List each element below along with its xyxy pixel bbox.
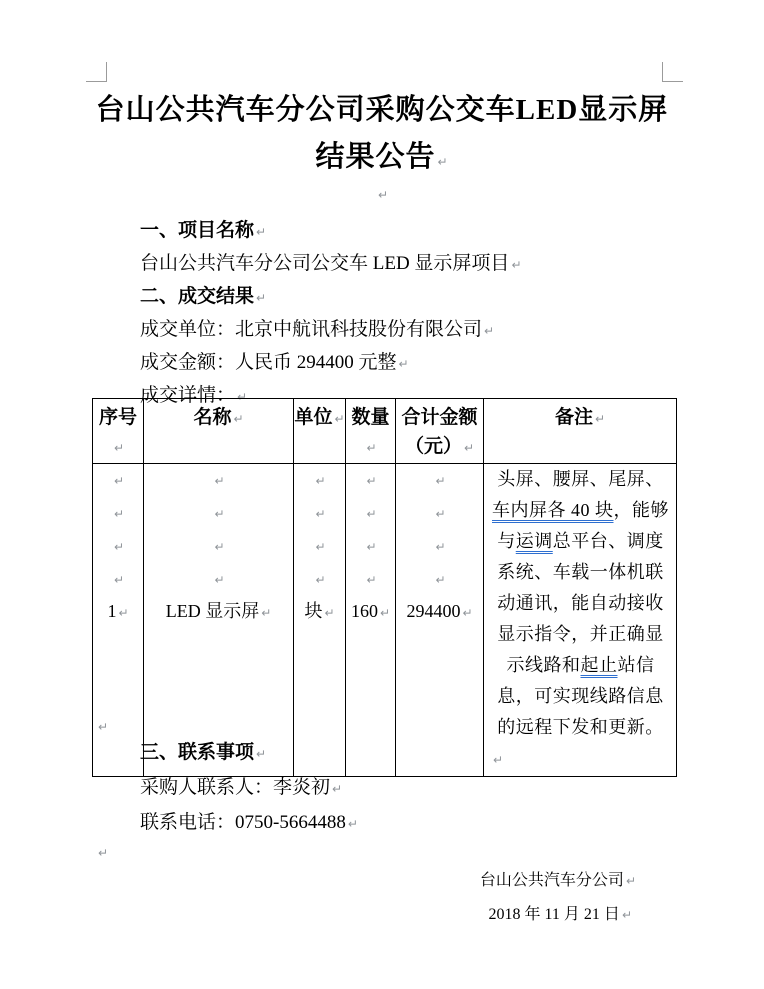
paragraph-mark-icon: ↵ [315, 474, 326, 488]
paragraph-mark-icon: ↵ [377, 188, 389, 202]
paragraph-mark-icon: ↵ [463, 441, 475, 455]
paragraph-mark-icon: ↵ [214, 474, 225, 488]
paragraph-mark-icon: ↵ [437, 155, 449, 169]
deal-details-table [92, 398, 677, 777]
paragraph-mark-icon: ↵ [237, 390, 248, 404]
paragraph-mark-icon: ↵ [484, 324, 495, 338]
paragraph-mark-icon: ↵ [379, 606, 391, 620]
paragraph-mark-icon: ↵ [214, 540, 225, 554]
paragraph-mark-icon: ↵ [347, 817, 358, 831]
contact-phone: 联系电话：0750-5664488 ↵ [140, 812, 358, 833]
section1-body: 台山公共汽车分公司公交车 LED 显示屏项目 ↵ [140, 253, 522, 274]
contact-person: 采购人联系人：李炎初 ↵ [140, 777, 343, 798]
cell-remark [484, 464, 677, 777]
paragraph-mark-icon: ↵ [621, 908, 632, 922]
empty-paragraph [0, 182, 764, 207]
paragraph-mark-icon: ↵ [118, 606, 129, 620]
body-paragraphs [140, 215, 522, 413]
paragraph-mark-icon: ↵ [256, 747, 267, 761]
paragraph-mark-icon: ↵ [398, 357, 409, 371]
contact-section [140, 736, 358, 841]
paragraph-mark-icon: ↵ [113, 540, 125, 554]
paragraph-mark-icon: ↵ [435, 573, 446, 587]
paragraph-mark-icon: ↵ [366, 441, 377, 455]
signature-company: 台山公共汽车分公司 ↵ [479, 872, 636, 889]
document-title-line2: 结果公告 ↵ [315, 141, 449, 173]
paragraph-mark-icon: ↵ [594, 412, 606, 426]
paragraph-mark-icon: ↵ [366, 507, 377, 521]
paragraph-mark-icon: ↵ [98, 720, 109, 734]
table-row [93, 464, 677, 777]
empty-paragraph [96, 714, 108, 739]
paragraph-mark-icon: ↵ [435, 540, 446, 554]
deal-amount: 成交金额：人民币 294400 元整 ↵ [140, 352, 409, 373]
paragraph-mark-icon: ↵ [315, 540, 326, 554]
cell-amount: ↵ ↵ ↵ ↵ 294400 ↵ [396, 464, 484, 777]
cell-unit: ↵ ↵ ↵ ↵ 块 ↵ [294, 464, 346, 777]
paragraph-mark-icon: ↵ [324, 606, 335, 620]
paragraph-mark-icon: ↵ [113, 573, 125, 587]
paragraph-mark-icon: ↵ [261, 606, 272, 620]
document-title [0, 87, 764, 186]
section2-heading: 二、成交结果 ↵ [140, 286, 267, 307]
cell-no: ↵ ↵ ↵ ↵ 1 ↵ [93, 464, 144, 777]
section1-heading: 一、项目名称 ↵ [140, 220, 267, 241]
remark-text: 头屏、腰屏、尾屏、车内屏各 40 块，能够与运调总平台、调度系统、车载一体机联动通讯，能自动接收显示指令，并正确显示线路和起止站信息，可实现线路信息的远程下发和更新。↵ [492, 469, 669, 767]
paragraph-mark-icon: ↵ [98, 846, 109, 860]
paragraph-mark-icon: ↵ [233, 412, 244, 426]
paragraph-mark-icon: ↵ [493, 753, 504, 767]
table-header-row [93, 399, 677, 464]
paragraph-mark-icon: ↵ [315, 507, 326, 521]
header-name: 名称 ↵ [144, 399, 294, 464]
paragraph-mark-icon: ↵ [511, 258, 522, 272]
cell-name: ↵ ↵ ↵ ↵ LED 显示屏 ↵ [144, 464, 294, 777]
header-no: 序号↵ [93, 399, 144, 464]
section3-heading: 三、联系事项 ↵ [140, 742, 267, 763]
signature-block [480, 864, 636, 932]
paragraph-mark-icon: ↵ [366, 540, 377, 554]
cell-qty: ↵ ↵ ↵ ↵ 160 ↵ [346, 464, 396, 777]
paragraph-mark-icon: ↵ [214, 573, 225, 587]
deal-details-label: 成交详情： ↵ [140, 385, 248, 406]
text-boundary-mark-top-right [662, 62, 683, 82]
paragraph-mark-icon: ↵ [214, 507, 225, 521]
header-unit: 单位 ↵ [294, 399, 346, 464]
paragraph-mark-icon: ↵ [332, 782, 343, 796]
paragraph-mark-icon: ↵ [315, 573, 326, 587]
paragraph-mark-icon: ↵ [366, 474, 377, 488]
paragraph-mark-icon: ↵ [462, 606, 473, 620]
paragraph-mark-icon: ↵ [113, 441, 125, 455]
paragraph-mark-icon: ↵ [435, 474, 446, 488]
paragraph-mark-icon: ↵ [113, 474, 125, 488]
paragraph-mark-icon: ↵ [625, 874, 636, 888]
header-amount: 合计金额 （元） ↵ [396, 399, 484, 464]
text-boundary-mark-top-left [86, 62, 107, 82]
header-remark: 备注 ↵ [484, 399, 677, 464]
document-title-line1: 台山公共汽车分公司采购公交车LED显示屏 [95, 94, 669, 126]
paragraph-mark-icon: ↵ [113, 507, 125, 521]
signature-date: 2018 年 11 月 21 日 ↵ [488, 906, 632, 923]
paragraph-mark-icon: ↵ [256, 225, 267, 239]
header-qty: 数量↵ [346, 399, 396, 464]
paragraph-mark-icon: ↵ [435, 507, 446, 521]
paragraph-mark-icon: ↵ [334, 412, 345, 426]
paragraph-mark-icon: ↵ [366, 573, 377, 587]
empty-paragraph [96, 840, 108, 865]
paragraph-mark-icon: ↵ [256, 291, 267, 305]
deal-supplier: 成交单位：北京中航讯科技股份有限公司 ↵ [140, 319, 495, 340]
